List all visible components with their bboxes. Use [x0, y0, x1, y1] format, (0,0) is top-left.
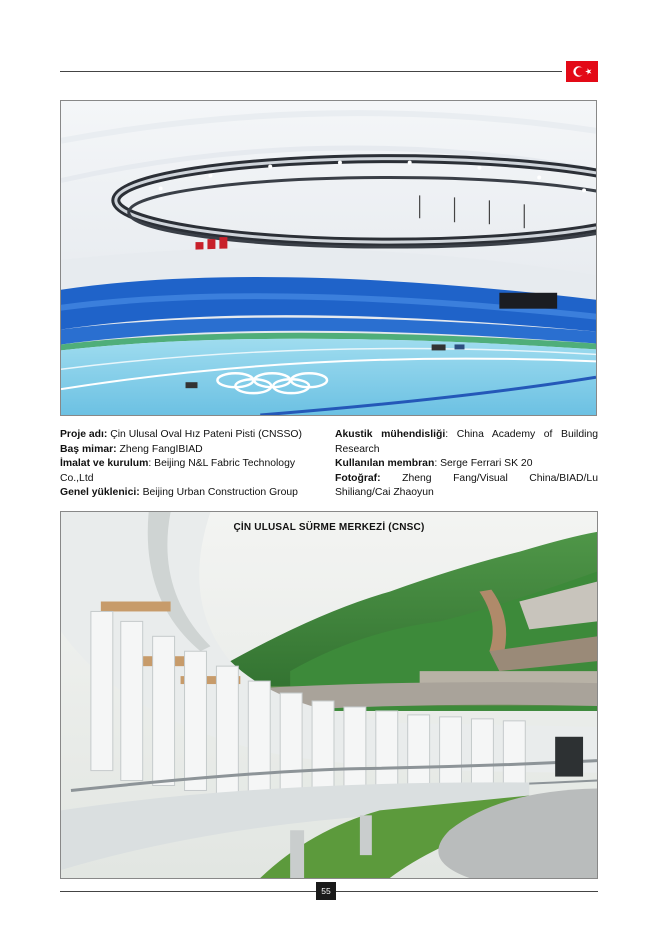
sliding-centre-photo: [60, 511, 598, 879]
turkey-flag-icon: [566, 61, 598, 82]
caption-left-column: [60, 428, 328, 501]
caption-chief-architect: Baş mimar: Zheng FangIBIAD: [60, 443, 203, 455]
caption-right-column: [335, 428, 598, 501]
caption-fabrication: İmalat ve kurulum: Beijing N&L Fabric Technology Co.,Ltd: [60, 458, 296, 484]
page-number: 55: [316, 882, 336, 900]
caption-acoustic-engineering: Akustik mühendisliği: China Academy of Building Research: [335, 429, 599, 455]
caption-project-name: Proje adı: Çin Ulusal Oval Hız Pateni Pisti (CNSSO): [60, 429, 302, 440]
photo2-title: ÇİN ULUSAL SÜRME MERKEZİ (CNSC): [233, 522, 425, 533]
speed-skating-oval-photo: [60, 100, 597, 416]
caption-photo-credit: Fotoğraf: Zheng Fang/Visual China/BIAD/Lu Shiliang/Cai Zhaoyun: [335, 472, 598, 499]
header-rule: [60, 71, 562, 72]
caption-block: [60, 428, 598, 500]
caption-membrane: Kullanılan membran: Serge Ferrari SK 20: [335, 458, 533, 470]
caption-general-contractor: Genel yüklenici: Beijing Urban Construction Group: [60, 487, 298, 499]
